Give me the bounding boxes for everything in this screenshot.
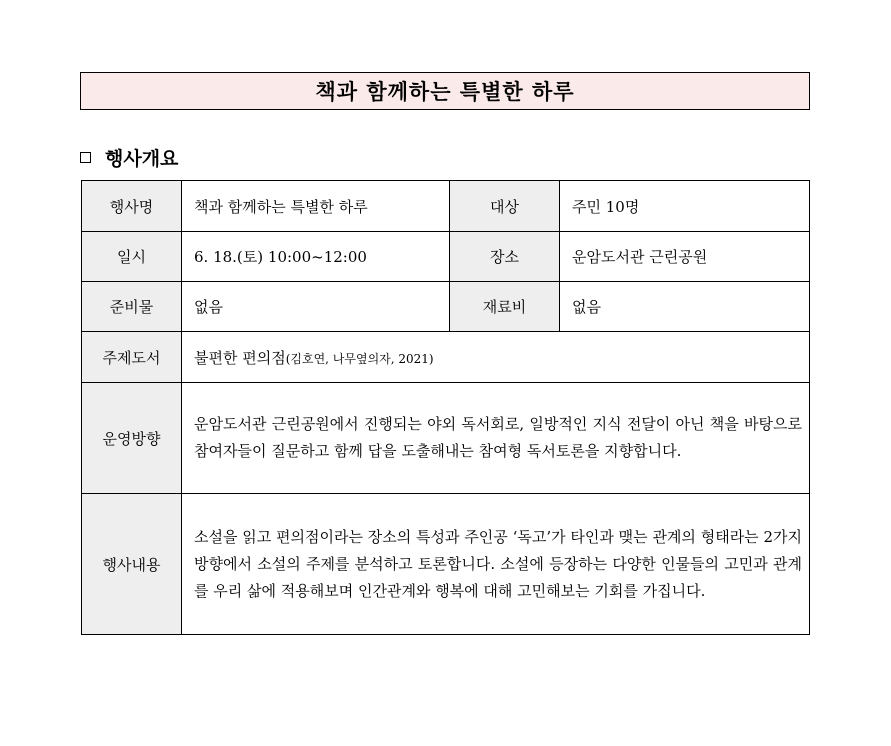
checkbox-square-icon: [80, 152, 91, 163]
table-row: [82, 494, 810, 635]
supplies-label: 준비물: [82, 282, 182, 332]
direction-label: 운영방향: [82, 383, 182, 494]
content-label: 행사내용: [82, 494, 182, 635]
table-row: [82, 332, 810, 383]
section-heading: [80, 143, 178, 171]
theme-book-detail: (김호연, 나무옆의자, 2021): [285, 351, 434, 366]
target-label: 대상: [450, 181, 560, 232]
event-overview-table: [81, 180, 810, 635]
place-label: 장소: [450, 232, 560, 282]
table-row: [82, 383, 810, 494]
datetime-label: 일시: [82, 232, 182, 282]
target-value: 주민 10명: [560, 181, 810, 232]
table-row: [82, 232, 810, 282]
event-name-label: 행사명: [82, 181, 182, 232]
fee-label: 재료비: [450, 282, 560, 332]
table-row: [82, 282, 810, 332]
document-title: [80, 72, 810, 110]
section-heading-text: 행사개요: [105, 147, 179, 170]
theme-book-value: [182, 332, 810, 383]
event-name-value: 책과 함께하는 특별한 하루: [182, 181, 450, 232]
theme-book-label: 주제도서: [82, 332, 182, 383]
direction-text: 운암도서관 근린공원에서 진행되는 야외 독서회로, 일방적인 지식 전달이 아닌 책을 바탕으로 참여자들이 질문하고 함께 답을 도출해내는 참여형 독서토론을 지향합니다.: [182, 383, 810, 494]
table-row: [82, 181, 810, 232]
document-title-text: 책과 함께하는 특별한 하루: [315, 80, 575, 104]
fee-value: 없음: [560, 282, 810, 332]
place-value: 운암도서관 근린공원: [560, 232, 810, 282]
content-text: 소설을 읽고 편의점이라는 장소의 특성과 주인공 ‘독고’가 타인과 맺는 관계의 형태라는 2가지 방향에서 소설의 주제를 분석하고 토론합니다. 소설에 등장하는 다양한 인물들의 고민과 관계를 우리 삶에 적용해보며 인간관계와 행복에 대해 고민해보는 기회를 가집니다.: [182, 494, 810, 635]
supplies-value: 없음: [182, 282, 450, 332]
theme-book-title: 불편한 편의점: [194, 348, 286, 367]
datetime-value: 6. 18.(토) 10:00~12:00: [182, 232, 450, 282]
